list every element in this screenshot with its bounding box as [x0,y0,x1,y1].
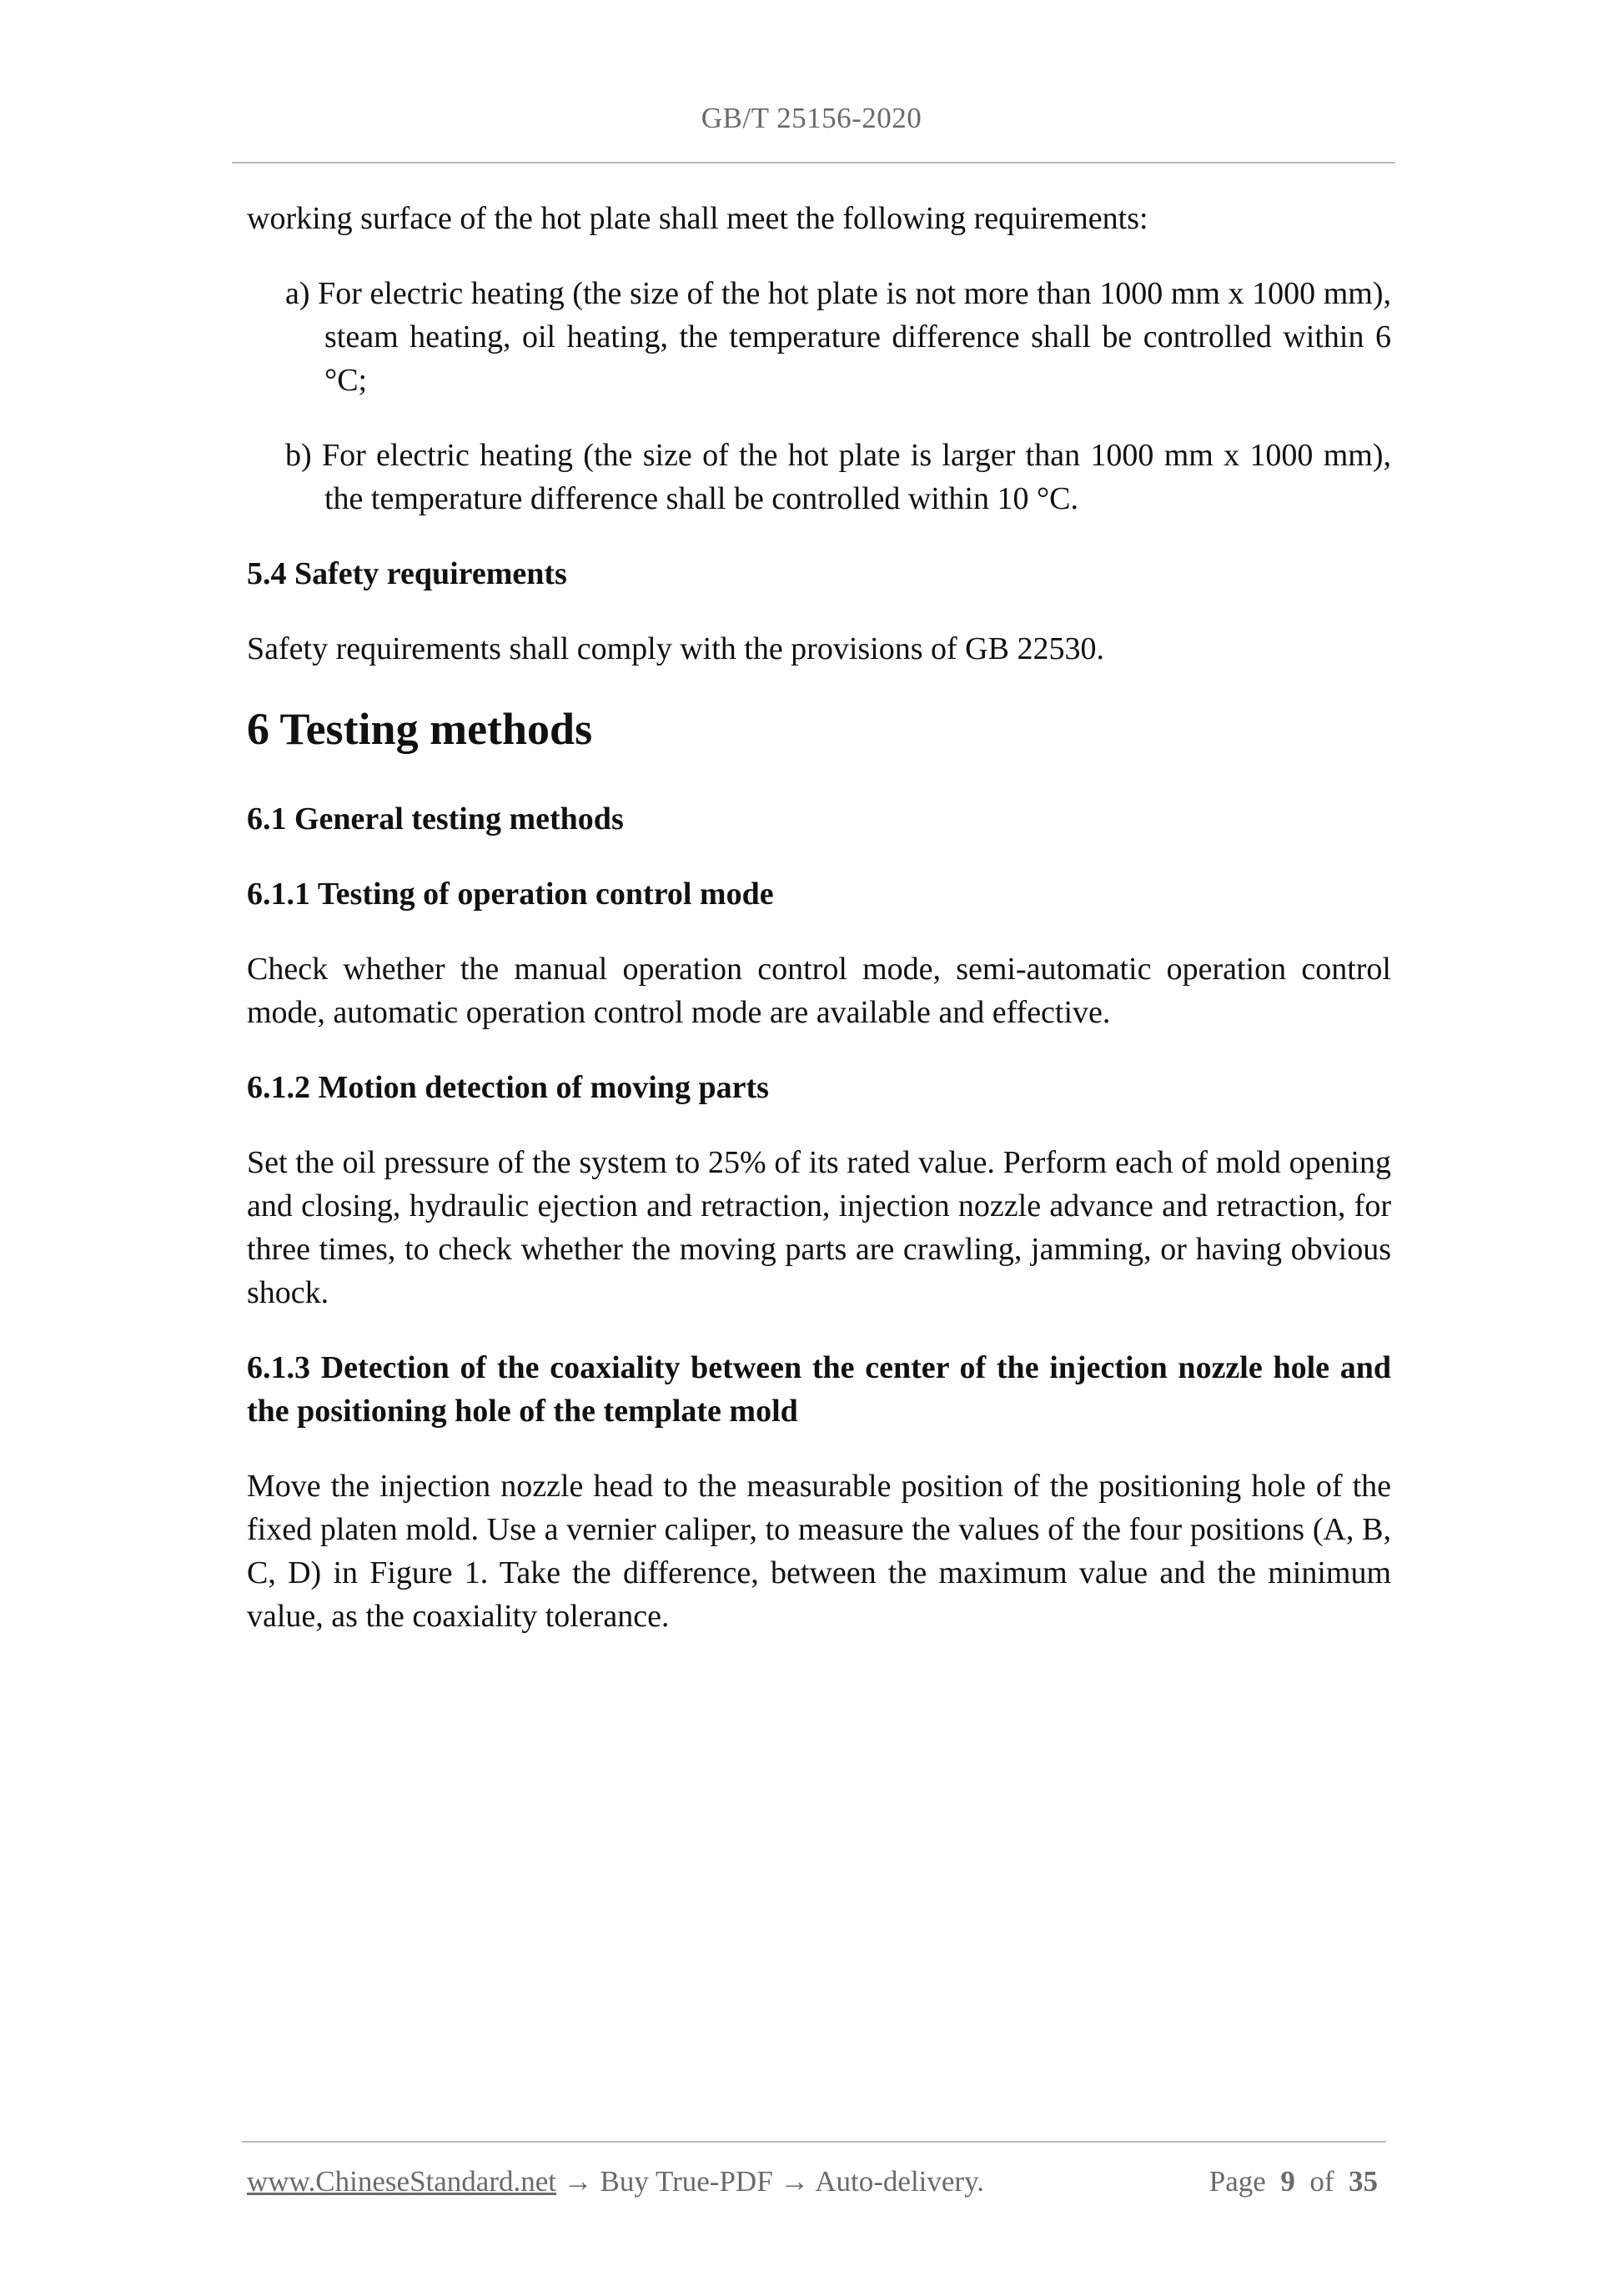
section-6-1-heading: 6.1 General testing methods [247,801,624,837]
footer-promo [247,2165,984,2198]
list-item-b: b) For electric heating (the size of the hot plate is larger than 1000 mm x 1000 mm), the temperature difference shall be controlled within 10 °C. [285,438,1391,516]
section-6-heading: 6 Testing methods [247,704,593,754]
footer-divider [242,2141,1386,2143]
section-6-1-1-text: Check whether the manual operation control mode, semi-automatic operation control mode, automatic operation control mode are available and effective. [247,952,1391,1030]
page-header-standard-id: GB/T 25156-2020 [701,102,922,134]
auto-delivery-text: Auto-delivery. [815,2165,985,2198]
arrow-right-icon: → [780,2165,810,2198]
page-label: Page [1208,2165,1266,2198]
page-number [1209,2165,1378,2198]
section-6-1-3-text: Move the injection nozzle head to the measurable position of the positioning hole of the fixed platen mold. Use a vernier caliper, to measure the values of the four positions (A, B, C, D) in Figure 1. Take the difference, between the maximum value and the minimum value, as the coaxiality tolerance. [247,1469,1391,1634]
document-body [247,197,1391,1670]
buy-true-pdf-text: Buy True-PDF [600,2165,773,2198]
of-label: of [1309,2165,1334,2198]
page-current: 9 [1280,2165,1295,2198]
page-total: 35 [1349,2165,1378,2198]
section-6-1-3-heading: 6.1.3 Detection of the coaxiality between the center of the injection nozzle hole and the positioning hole of the template mold [247,1350,1391,1429]
section-6-1-1-heading: 6.1.1 Testing of operation control mode [247,877,774,912]
site-link[interactable]: www.ChineseStandard.net [247,2165,556,2198]
intro-paragraph: working surface of the hot plate shall meet the following requirements: [247,201,1148,236]
list-item-a: a) For electric heating (the size of the hot plate is not more than 1000 mm x 1000 mm), steam heating, oil heating, the temperature difference shall be controlled within 6 °C; [285,276,1391,398]
arrow-right-icon: → [563,2165,593,2198]
section-5-4-text: Safety requirements shall comply with the provisions of GB 22530. [247,631,1104,666]
requirements-list [285,272,1391,520]
header-divider [232,162,1395,163]
section-5-4-heading: 5.4 Safety requirements [247,556,567,591]
section-6-1-2-heading: 6.1.2 Motion detection of moving parts [247,1070,769,1105]
section-6-1-2-text: Set the oil pressure of the system to 25% of its rated value. Perform each of mold opening and closing, hydraulic ejection and retraction, injection nozzle advance and retraction, for three times, to check whether the moving parts are crawling, jamming, or having obvious shock. [247,1145,1391,1310]
